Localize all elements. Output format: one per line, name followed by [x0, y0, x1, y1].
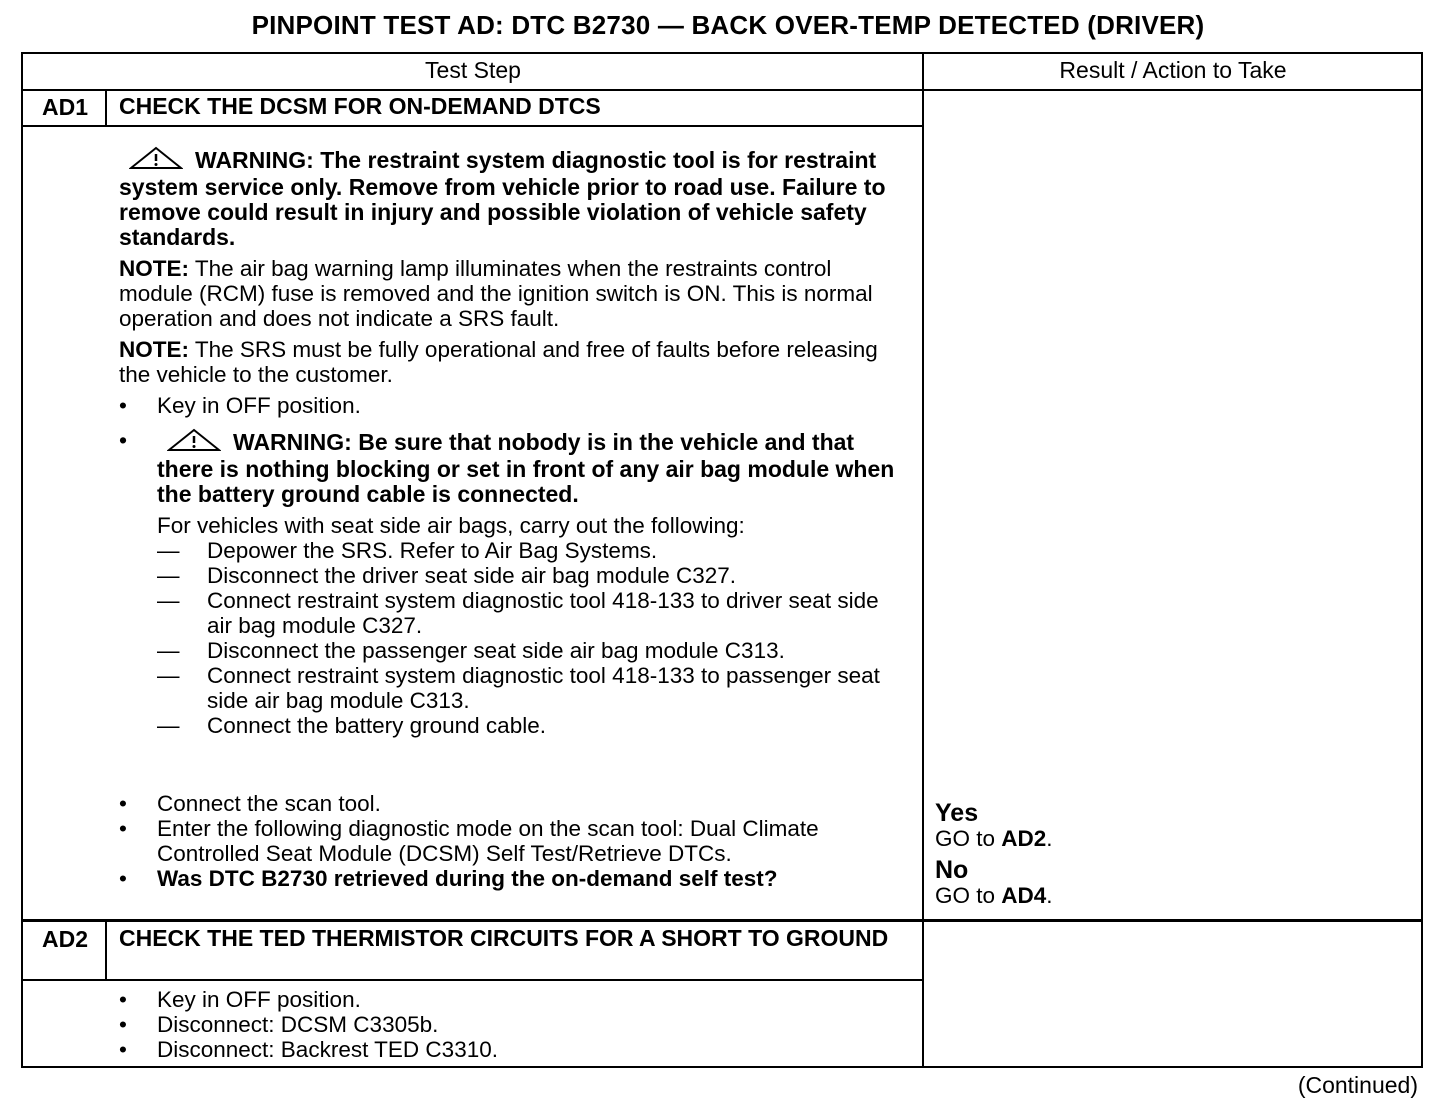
- pinpoint-test-table: [21, 52, 1423, 1068]
- continued-note: (Continued): [1297, 1072, 1418, 1098]
- note-srs-operational: [119, 337, 909, 387]
- note-label: NOTE:: [119, 337, 189, 362]
- seat-side-intro: For vehicles with seat side air bags, carry out the following:: [157, 513, 745, 538]
- sub-step: — Connect restraint system diagnostic tool 418-133 to passenger seat side air bag module C313.: [157, 663, 880, 713]
- column-header-result-action: Result / Action to Take: [1059, 57, 1287, 83]
- bullet-question: • Was DTC B2730 retrieved during the on-demand self test?: [119, 866, 778, 891]
- step-id-divider: [105, 91, 107, 127]
- column-header-test-step: Test Step: [425, 57, 521, 83]
- sub-step: — Connect restraint system diagnostic tool 418-133 to driver seat side air bag module C327.: [157, 588, 879, 638]
- goto-ad2-link[interactable]: AD2: [1001, 826, 1047, 851]
- bullet-key-off: [119, 393, 909, 418]
- note-label: NOTE:: [119, 256, 189, 281]
- table-header: [23, 54, 1421, 91]
- sub-step: — Disconnect the passenger seat side air bag module C313.: [157, 638, 785, 663]
- step-content-ad2: [119, 987, 909, 1062]
- result-no-action: GO to AD4.: [935, 883, 1053, 908]
- warning-triangle-icon: [129, 146, 183, 175]
- step-title-underline: [23, 125, 922, 127]
- bullet-text: Key in OFF position.: [157, 393, 361, 418]
- bullet-disconnect-dcsm: • Disconnect: DCSM C3305b.: [119, 1012, 439, 1037]
- note-text: The air bag warning lamp illuminates when the restraints control module (RCM) fuse is removed and the ignition switch is ON. This is normal operation and does not indicate a SRS fault.: [119, 256, 873, 331]
- sub-step: — Connect the battery ground cable.: [157, 713, 546, 738]
- bullet-disconnect-ted: • Disconnect: Backrest TED C3310.: [119, 1037, 498, 1062]
- step-final-actions-ad1: [119, 791, 909, 891]
- sub-step: — Disconnect the driver seat side air bag module C327.: [157, 563, 737, 588]
- warning-text: WARNING: Be sure that nobody is in the vehicle and that there is nothing blocking or set in front of any air bag module when the battery ground cable is connected.: [157, 429, 895, 507]
- goto-ad4-link[interactable]: AD4: [1001, 883, 1047, 908]
- warning-nobody-in-vehicle: [119, 428, 909, 507]
- step-id-ad1: AD1: [41, 94, 88, 120]
- sub-step: — Depower the SRS. Refer to Air Bag Systems.: [157, 538, 658, 563]
- result-no-label: No: [935, 856, 969, 884]
- step-id-divider: [105, 922, 107, 980]
- step-id-ad2: AD2: [41, 926, 88, 952]
- note-airbag-lamp: [119, 256, 909, 331]
- step-title-ad1: CHECK THE DCSM FOR ON-DEMAND DTCS: [119, 93, 601, 119]
- warning-triangle-icon: [167, 428, 221, 457]
- step-content-ad1: [119, 146, 909, 738]
- step-divider: [23, 919, 1421, 922]
- bullet-mark: •: [119, 427, 128, 453]
- bullet-key-off: • Key in OFF position.: [119, 987, 361, 1012]
- bullet-mark: •: [119, 393, 127, 418]
- seat-side-procedure: [119, 513, 909, 738]
- warning-restraint-tool: [119, 146, 909, 250]
- step-title-underline: [23, 979, 922, 981]
- note-text: The SRS must be fully operational and free of faults before releasing the vehicle to the customer.: [119, 337, 878, 387]
- bullet-connect-scan-tool: • Connect the scan tool.: [119, 791, 381, 816]
- result-yes-action: GO to AD2.: [935, 826, 1053, 851]
- column-divider: [922, 54, 924, 1066]
- bullet-enter-diagnostic-mode: • Enter the following diagnostic mode on the scan tool: Dual Climate Controlled Seat Module (DCSM) Self Test/Retrieve DTCs.: [119, 816, 819, 866]
- step-title-ad2: CHECK THE TED THERMISTOR CIRCUITS FOR A SHORT TO GROUND: [119, 925, 889, 951]
- warning-text: WARNING: The restraint system diagnostic tool is for restraint system service only. Remove from vehicle prior to road use. Failure to remove could result in injury and possible violation of vehicle safety standards.: [119, 147, 886, 250]
- page-title: PINPOINT TEST AD: DTC B2730 — BACK OVER-TEMP DETECTED (DRIVER): [251, 10, 1205, 40]
- result-yes-label: Yes: [935, 799, 979, 827]
- result-ad1: [935, 800, 1405, 914]
